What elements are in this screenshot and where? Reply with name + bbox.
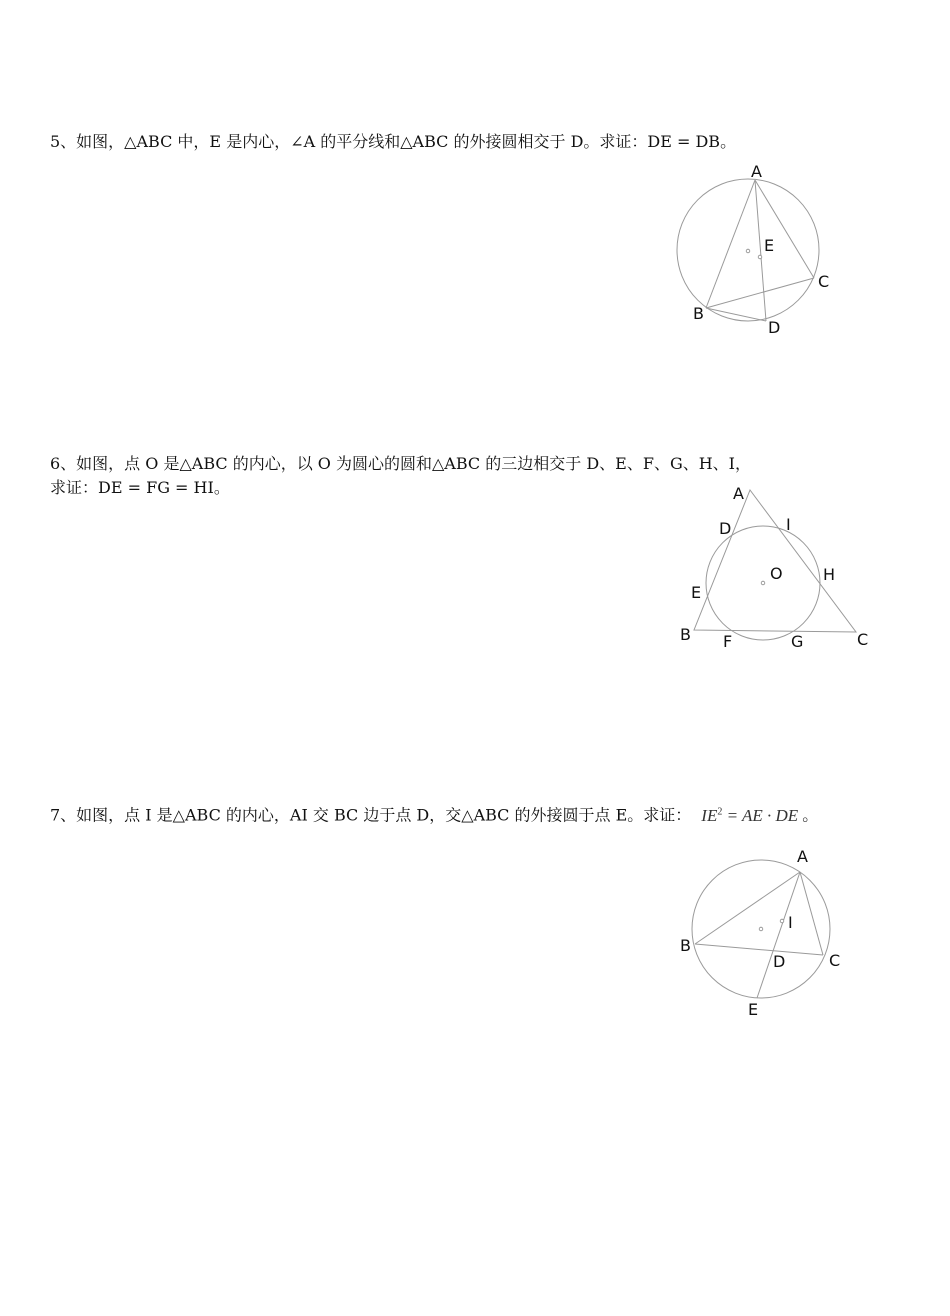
label-c: C (818, 272, 830, 291)
label-g: G (791, 632, 804, 651)
problem-6-figure (675, 480, 880, 655)
circumcenter-point (759, 927, 763, 931)
label-d: D (768, 318, 781, 337)
label-o: O (770, 564, 783, 583)
problem-7-figure (675, 842, 850, 1022)
triangle-abc (694, 490, 856, 632)
label-h: H (823, 565, 836, 584)
label-i: I (786, 515, 791, 534)
label-b: B (693, 304, 704, 323)
segment-ac (755, 180, 814, 278)
formula-exponent: 2 (717, 806, 723, 817)
incenter-point (780, 919, 784, 923)
label-i: I (788, 913, 793, 932)
segment-ac (800, 872, 823, 955)
segment-ab (695, 872, 800, 944)
segment-bc (695, 944, 823, 955)
label-f: F (723, 632, 733, 651)
segment-bc (706, 278, 814, 308)
circumcenter-point (746, 249, 750, 253)
center-o-point (761, 581, 765, 585)
label-e: E (764, 236, 775, 255)
segment-bd (706, 308, 766, 321)
label-e: E (748, 1000, 759, 1019)
label-a: A (797, 847, 808, 866)
label-b: B (680, 625, 691, 644)
problem-6-line-2: 求证：DE = FG = HI。 (50, 478, 230, 497)
label-c: C (857, 630, 869, 649)
problem-7-tail: 。 (802, 805, 819, 825)
label-d: D (773, 952, 786, 971)
incenter-point (758, 255, 762, 259)
label-a: A (733, 484, 744, 503)
label-d: D (719, 519, 732, 538)
segment-ab (706, 180, 755, 308)
problem-5-text: 5、如图，△ABC 中，E 是内心，∠A 的平分线和△ABC 的外接圆相交于 D。求证：DE = DB。 (50, 132, 737, 151)
label-b: B (680, 936, 691, 955)
problem-5-statement (50, 130, 736, 154)
label-c: C (829, 951, 841, 970)
problem-7-formula (701, 806, 798, 825)
label-e: E (691, 583, 702, 602)
problem-5-figure (670, 158, 840, 343)
segment-ae (757, 872, 800, 998)
formula-rhs: = AE · DE (726, 805, 799, 825)
problem-7-text: 7、如图，点 I 是△ABC 的内心，AI 交 BC 边于点 D，交△ABC 的外接圆于点 E。求证： (50, 805, 692, 825)
problem-6-line-1: 6、如图，点 O 是△ABC 的内心，以 O 为圆心的圆和△ABC 的三边相交于 D、E、F、G、H、I， (50, 454, 751, 473)
problem-6-statement (50, 452, 751, 500)
label-a: A (751, 162, 762, 181)
problem-7-statement (50, 800, 818, 828)
formula-lhs: IE (701, 805, 718, 825)
